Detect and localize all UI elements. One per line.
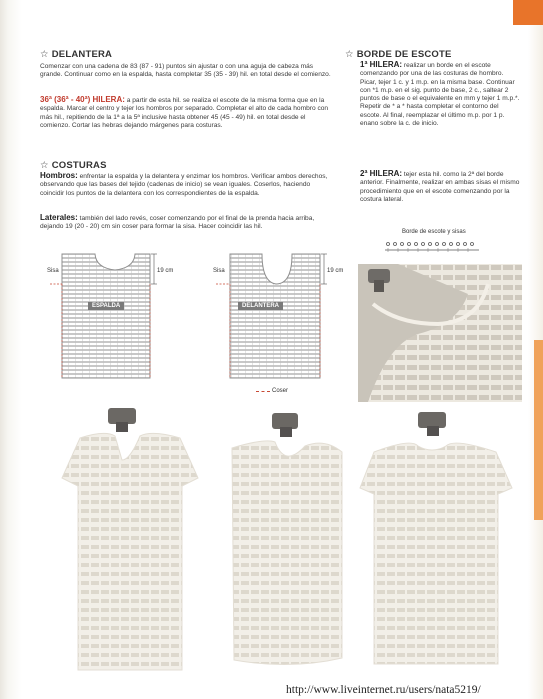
laterales-label: Laterales:: [40, 213, 78, 222]
star-icon: ☆: [40, 49, 49, 60]
costuras-hombros-paragraph: [40, 172, 332, 198]
corner-orange-band: [513, 0, 543, 25]
chart-label: Borde de escote y sisas: [402, 229, 466, 235]
section-borde-title: [345, 49, 452, 60]
stitch-chart: [383, 240, 483, 254]
hombros-text: enfrentar la espalda y la delantera y enzimar los hombros. Verificar ambos derechos, observando que las bases del tejido (cadenas de inicio) se vean iguales. Coserlos, haciendo coincidir los puntos de la delantera con los correspondientes de la espalda.: [40, 173, 328, 197]
espalda-label: ESPALDA: [88, 302, 124, 310]
coser-legend-label: Coser: [272, 388, 289, 394]
cm-label-left: 19 cm: [157, 268, 174, 274]
borde-row2-heading: 2ª HILERA:: [360, 169, 403, 178]
hombros-label: Hombros:: [40, 171, 78, 180]
borde-row2-text: tejer esta hil. como la 2ª del borde anterior. Finalmente, realizar en ambas sisas el mismo procedimiento que en el escote comenzando por la costura lateral.: [360, 171, 520, 203]
garment-photo-side: [210, 408, 350, 684]
section-delantera-title: [40, 49, 112, 60]
borde-heading: BORDE DE ESCOTE: [356, 49, 452, 60]
laterales-text: también del lado revés, coser comenzando por el final de la prenda hacia arriba, dejando 19 (20 - 20) cm sin coser para formar la sisa. Hacer coincidir las hil.: [40, 215, 315, 231]
garment-back-image: [356, 408, 516, 684]
garment-photo-back: [356, 408, 516, 684]
row-36-heading: 36ª (36ª - 40ª) HILERA:: [40, 95, 125, 104]
delantera-paragraph-1: Comenzar con una cadena de 83 (87 - 91) puntos sin ajustar o con una aguja de cabeza más grande. Continuar como en la espalda, hasta completar 35 (35 - 39) hil. en total desde el comienzo.: [40, 63, 331, 79]
borde-row1-heading: 1ª HILERA:: [360, 60, 403, 69]
neckline-detail-photo: [358, 264, 522, 402]
watermark-url: http://www.liveinternet.ru/users/nata5219/: [286, 684, 481, 696]
costuras-heading: COSTURAS: [51, 160, 107, 171]
delantera-label: DELANTERA: [238, 302, 283, 310]
star-icon: ☆: [345, 49, 354, 60]
orange-side-tab: [534, 340, 543, 520]
sisa-label-left: Sisa: [47, 268, 59, 274]
row-36-text: a partir de esta hil. se realiza el escote de la misma forma que en la espalda. Marcar el centro y tejer los hombros por separado. Completar el alto de cada hombro con más hil., repitiendo de la 1ª a la 5ª inclusive hasta obtener 45 (45 - 49) hil. en total desde el comienzo. Cortar las hebras dejando márgenes para costuras.: [40, 97, 329, 129]
borde-row1-text: realizar un borde en el escote comenzando por una de las costuras de hombro. Picar, tejer 1 c. y 1 m.p. en la misma base. Continuar con *1 m.p. en el sig. punto de base, 2 c., saltear 2 puntos de base o el equivalente en mm y tejer 1 m.p.*. Repetir de * a * hasta completar el contorno del escote. Al final, reemplazar el último m.p. por 1 p. enano sobre la c. de inicio.: [360, 62, 520, 128]
delantera-paragraph-2: [40, 96, 332, 130]
star-icon: ☆: [40, 160, 49, 171]
coser-legend-line: [256, 391, 270, 392]
section-costuras-title: [40, 160, 107, 171]
garment-photo-front: [60, 408, 200, 684]
sisa-label-right: Sisa: [213, 268, 225, 274]
costuras-laterales-paragraph: [40, 214, 332, 232]
delantera-heading: DELANTERA: [51, 49, 113, 60]
garment-side-image: [210, 408, 350, 684]
borde-row2-paragraph: [360, 170, 520, 204]
cm-label-right: 19 cm: [327, 268, 344, 274]
borde-row1-paragraph: [360, 61, 520, 128]
neckline-detail-image: [358, 264, 522, 402]
garment-front-image: [60, 408, 200, 684]
